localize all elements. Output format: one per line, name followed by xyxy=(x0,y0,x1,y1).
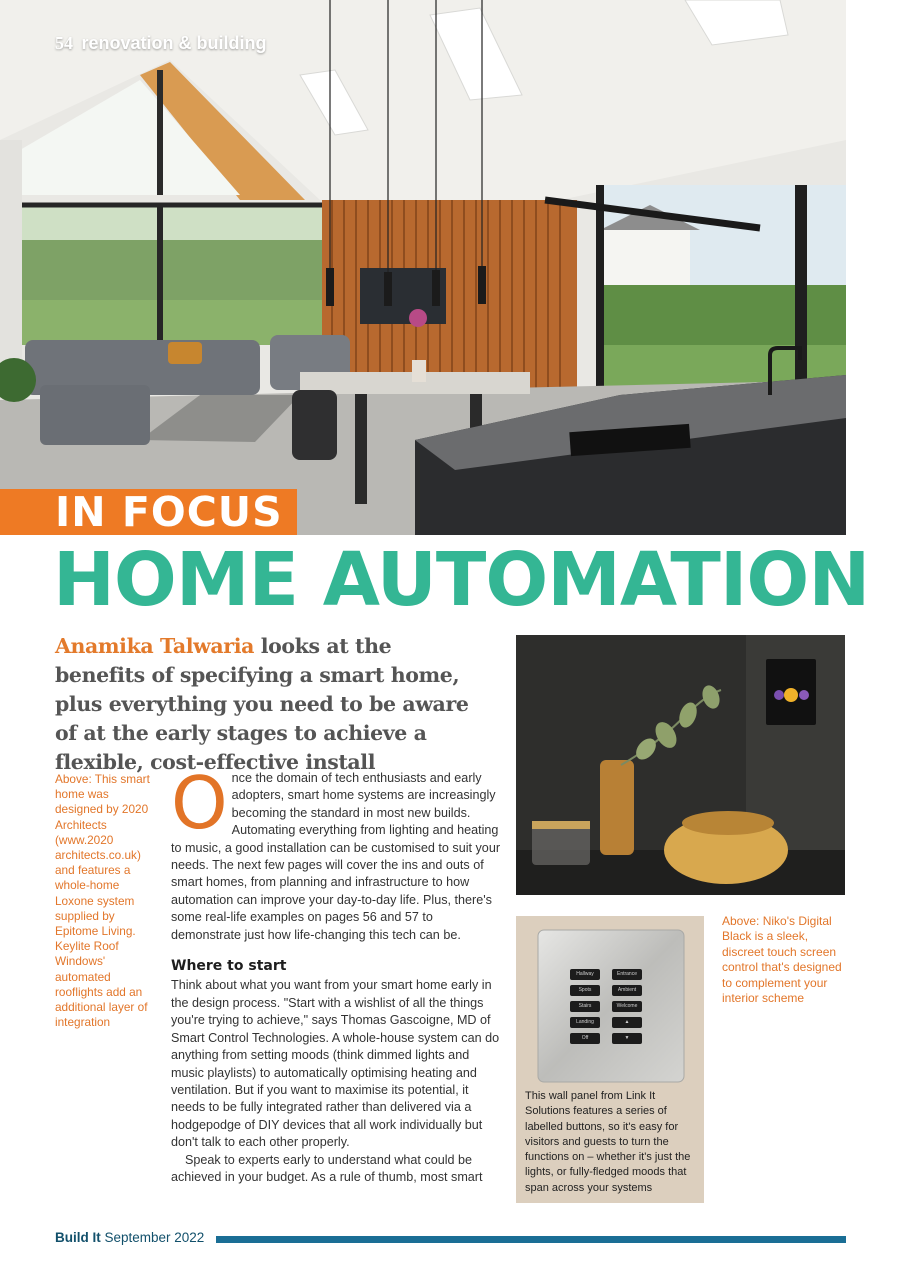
panel-button: Off xyxy=(570,1033,600,1044)
page-header xyxy=(55,33,266,54)
panel-button: Entrance xyxy=(612,969,642,980)
issue-date: September 2022 xyxy=(100,1230,205,1245)
panel-button: Welcome xyxy=(612,1001,642,1012)
wall-panel-caption: This wall panel from Link It Solutions features a series of labelled buttons, so it's easy for visitors and guests to turn the functions on – whether it's just the lights, or fully-fledged moods that span across your systems xyxy=(525,1090,691,1194)
footer-rule xyxy=(216,1236,846,1243)
touchscreen-still-life-illustration xyxy=(516,635,845,895)
niko-touchscreen-photo xyxy=(516,635,845,895)
panel-button: ▼ xyxy=(612,1033,642,1044)
article-title: HOME AUTOMATION xyxy=(53,537,870,623)
panel-button: Spots xyxy=(570,985,600,996)
footer xyxy=(55,1230,204,1245)
panel-button: ▲ xyxy=(612,1017,642,1028)
subheading: Where to start xyxy=(171,958,287,975)
standfirst xyxy=(55,632,485,777)
intro-text: nce the domain of tech enthusiasts and early adopters, smart home systems are increasingly becoming the standard in most new builds. Automating everything from lighting and heating to music, a good installation can be customised to suit your needs. The next few pages will cover the ins and outs of smart homes, from planning and infrastructure to how automation can improve your day-to-day life. Plus, there's some real-life examples on pages 56 and 57 to demonstrate just how life-changing this tech can be. xyxy=(171,771,501,942)
panel-button: Ambient xyxy=(612,985,642,996)
dropcap: O xyxy=(171,761,228,845)
paragraph: Speak to experts early to understand what could be achieved in your budget. As a rule of thumb, most smart xyxy=(171,1152,483,1184)
open-plan-living-room-illustration xyxy=(0,0,846,535)
section-name: renovation & building xyxy=(81,33,267,53)
panel-button: Stairs xyxy=(570,1001,600,1012)
hero-photo xyxy=(0,0,846,535)
paragraph: Think about what you want from your smart home early in the design process. "Start with a wishlist of all the things you're trying to achieve," says Thomas Gascoigne, MD of Smart Control Technologies. A whole-house system can do anything from setting moods (think dimmed lights and music playlists) to automatically optimising heating and ventilation. But if you want to maximise its potential, it needs to be fully integrated rather than delivered via a hodgepodge of DIY devices that all work individually but don't talk to each other properly. xyxy=(171,978,500,1150)
page-number: 54 xyxy=(55,33,73,53)
panel-button: Hallway xyxy=(570,969,600,980)
author-name: Anamika Talwaria xyxy=(55,634,254,658)
intro-paragraph xyxy=(171,761,501,944)
standfirst-text: looks at the benefits of specifying a smart home, plus everything you need to be aware of at the early stages to achieve a flexible, cost-effective install xyxy=(55,634,469,774)
in-focus-tag: IN FOCUS xyxy=(55,488,283,536)
niko-caption: Above: Niko's Digital Black is a sleek, discreet touch screen control that's designed to complement your interior scheme xyxy=(722,914,842,1006)
article-body xyxy=(171,761,501,1186)
panel-button: Landing xyxy=(570,1017,600,1028)
hero-caption: Above: This smart home was designed by 2020 Architects (www.2020 architects.co.uk) and features a whole-home Loxone system supplied by Epitome Living. Keylite Roof Windows' automated rooflights add an additional layer of integration xyxy=(55,772,150,1030)
magazine-name: Build It xyxy=(55,1230,101,1245)
